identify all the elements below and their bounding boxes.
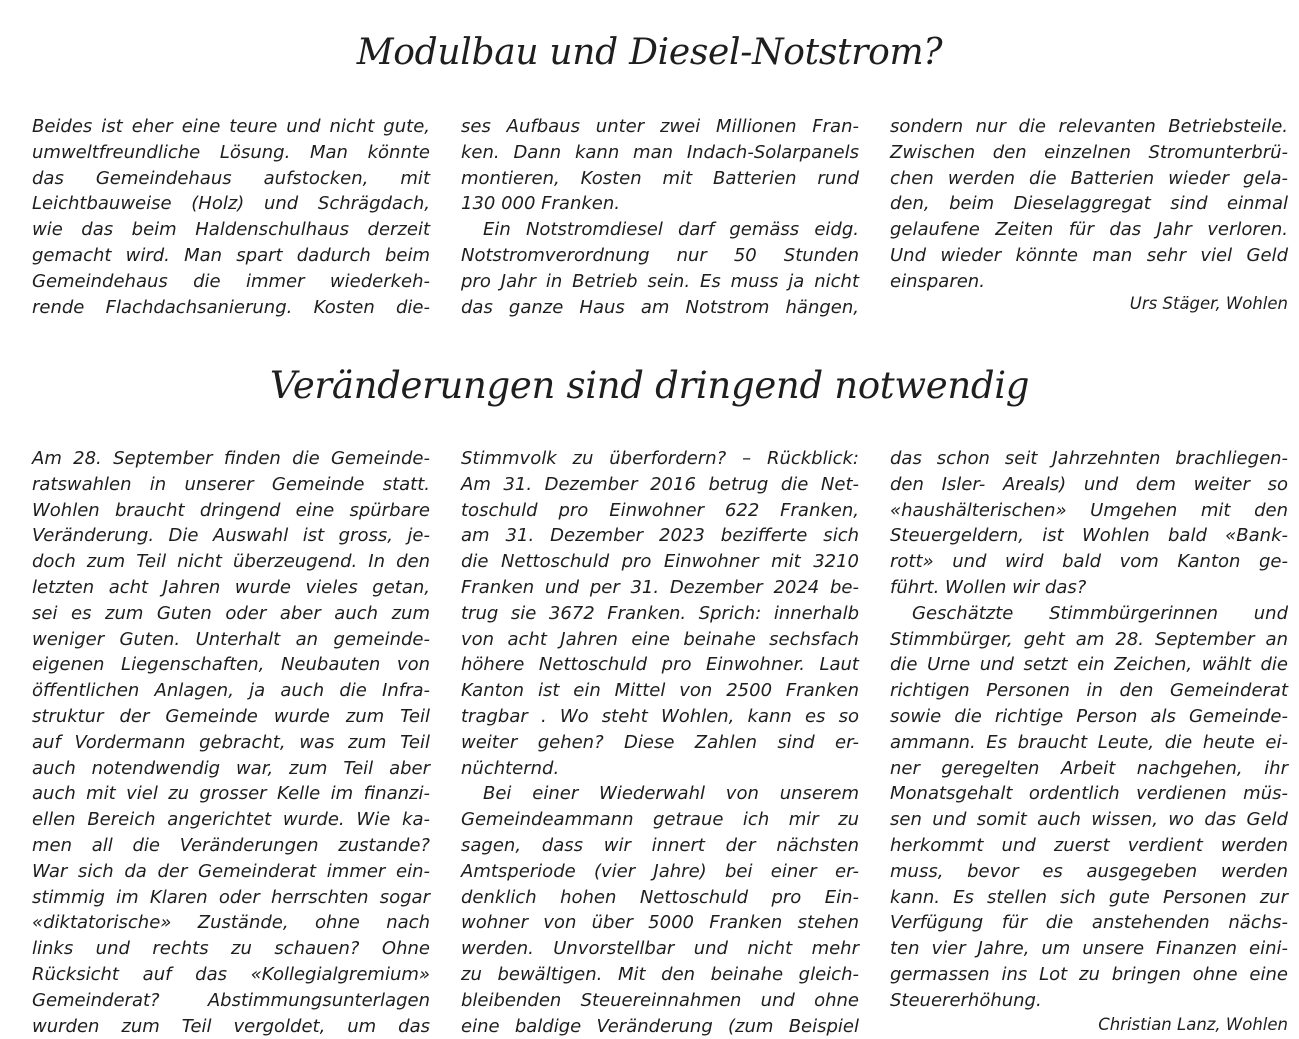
text-line: nüchternd.	[461, 757, 560, 779]
text-line: trug sie 3672 Franken. Sprich: innerhalb	[461, 602, 859, 624]
text-line: Monatsgehalt ordentlich verdienen müs-	[890, 783, 1288, 805]
text-line: führt. Wollen wir das?	[890, 576, 1087, 598]
text-line: Am 28. September finden die Gemeinde-	[32, 448, 430, 469]
text-line: Gemeindehaus die immer wiederkeh-	[32, 270, 430, 292]
text-line: «diktatorische» Zustände, ohne nach	[32, 912, 430, 934]
article-2-headline: Veränderungen sind dringend notwendig	[269, 364, 1030, 407]
text-line: ten vier Jahre, um unsere Finanzen eini-	[890, 938, 1288, 960]
text-line: das ganze Haus am Notstrom hängen,	[461, 296, 859, 318]
text-line: tragbar . Wo steht Wohlen, kann es so	[461, 705, 859, 727]
text-line: wohner von über 5000 Franken stehen	[461, 912, 859, 934]
text-line: Wohlen braucht dringend eine spürbare	[32, 499, 430, 521]
text-line: 130 000 Franken.	[461, 193, 620, 215]
text-line: höhere Nettoschuld pro Einwohner. Laut	[461, 654, 859, 676]
article-1-column-1	[32, 114, 430, 320]
text-line: Ein Notstromdiesel darf gemäss eidg.	[483, 219, 859, 241]
text-line: wie das beim Haldenschulhaus derzeit	[32, 219, 430, 241]
article-1-signature: Urs Stäger, Wohlen	[1129, 294, 1288, 313]
article-2-column-1	[32, 446, 430, 1039]
text-line: Bei einer Wiederwahl von unserem	[483, 783, 859, 805]
text-line: umweltfreundliche Lösung. Man könnte	[32, 141, 430, 163]
text-line: sen und somit auch wissen, wo das Geld	[890, 809, 1288, 831]
text-line: denklich hohen Nettoschuld pro Ein-	[461, 886, 859, 908]
text-line: Steuererhöhung.	[890, 989, 1042, 1011]
text-line: Stimmvolk zu überfordern? – Rückblick:	[461, 448, 859, 469]
text-line: toschuld pro Einwohner 622 Franken,	[461, 499, 859, 521]
text-line: Steuergeldern, ist Wohlen bald «Bank-	[890, 525, 1288, 547]
text-line: Franken und per 31. Dezember 2024 be-	[461, 576, 859, 598]
text-line: eine baldige Veränderung (zum Beispiel	[461, 1015, 859, 1037]
text-line: gemacht wird. Man spart dadurch beim	[32, 244, 430, 266]
text-line: auch notendwendig war, zum Teil aber	[32, 757, 430, 779]
text-line: struktur der Gemeinde wurde zum Teil	[32, 705, 430, 727]
text-line: Geschätzte Stimmbürgerinnen und	[912, 602, 1288, 624]
text-line: werden. Unvorstellbar und nicht mehr	[461, 938, 859, 960]
text-line: Zwischen den einzelnen Stromunterbrü-	[890, 141, 1288, 163]
text-line: sagen, dass wir innert der nächsten	[461, 834, 859, 856]
text-line: men all die Veränderungen zustande?	[32, 834, 430, 856]
text-line: Und wieder könnte man sehr viel Geld	[890, 244, 1288, 266]
text-line: herkommt und zuerst verdient werden	[890, 834, 1288, 856]
text-line: bleibenden Steuereinnahmen und ohne	[461, 989, 859, 1011]
text-line: den Isler- Areals) und dem weiter so	[890, 473, 1288, 495]
article-1-headline: Modulbau und Diesel-Notstrom?	[356, 32, 943, 73]
text-line: «haushälterischen» Umgehen mit den	[890, 499, 1288, 521]
text-line: sondern nur die relevanten Betriebsteile.	[890, 116, 1288, 137]
text-line: Kanton ist ein Mittel von 2500 Franken	[461, 680, 859, 702]
text-line: das schon seit Jahrzehnten brachliegen-	[890, 448, 1288, 469]
text-line: Stimmbürger, geht am 28. September an	[890, 628, 1288, 650]
text-line: kann. Es stellen sich gute Personen zur	[890, 886, 1288, 908]
text-line: stimmig im Klaren oder herrschten sogar	[32, 886, 430, 908]
text-line: chen werden die Batterien wieder gela-	[890, 167, 1288, 189]
text-line: wurden zum Teil vergoldet, um das	[32, 1015, 430, 1037]
text-line: weniger Guten. Unterhalt an gemeinde-	[32, 628, 430, 650]
text-line: von acht Jahren eine beinahe sechsfach	[461, 628, 859, 650]
text-line: letzten acht Jahren wurde vieles getan,	[32, 576, 430, 598]
text-line: War sich da der Gemeinderat immer ein-	[32, 860, 430, 882]
text-line: weiter gehen? Diese Zahlen sind er-	[461, 731, 859, 753]
text-line: links und rechts zu schauen? Ohne	[32, 938, 430, 960]
article-2-column-2	[461, 446, 859, 1039]
text-line: rende Flachdachsanierung. Kosten die-	[32, 296, 430, 318]
text-line: Beides ist eher eine teure und nicht gute,	[32, 116, 430, 137]
text-line: ner geregelten Arbeit nachgehen, ihr	[890, 757, 1288, 779]
text-line: sei es zum Guten oder aber auch zum	[32, 602, 430, 624]
text-line: Notstromverordnung nur 50 Stunden	[461, 244, 859, 266]
article-1-column-2	[461, 114, 859, 320]
article-2-signature: Christian Lanz, Wohlen	[1098, 1015, 1288, 1034]
text-line: öffentlichen Anlagen, ja auch die Infra-	[32, 680, 430, 702]
text-line: einsparen.	[890, 270, 985, 292]
text-line: ken. Dann kann man Indach-Solarpanels	[461, 141, 859, 163]
text-line: den, beim Dieselaggregat sind einmal	[890, 193, 1288, 215]
text-line: Verfügung für die anstehenden nächs-	[890, 912, 1288, 934]
text-line: richtigen Personen in den Gemeinderat	[890, 680, 1288, 702]
text-line: Leichtbauweise (Holz) und Schrägdach,	[32, 193, 430, 215]
text-line: eigenen Liegenschaften, Neubauten von	[32, 654, 430, 676]
article-2-column-3	[890, 446, 1288, 1014]
text-line: doch zum Teil nicht überzeugend. In den	[32, 551, 430, 573]
text-line: ammann. Es braucht Leute, die heute ei-	[890, 731, 1288, 753]
text-line: pro Jahr in Betrieb sein. Es muss ja nicht	[461, 270, 859, 292]
text-line: am 31. Dezember 2023 bezifferte sich	[461, 525, 859, 547]
text-line: montieren, Kosten mit Batterien rund	[461, 167, 859, 189]
text-line: ellen Bereich angerichtet wurde. Wie ka-	[32, 809, 430, 831]
text-line: sowie die richtige Person als Gemeinde-	[890, 705, 1288, 727]
text-line: Veränderung. Die Auswahl ist gross, je-	[32, 525, 430, 547]
text-line: das Gemeindehaus aufstocken, mit	[32, 167, 430, 189]
text-line: auf Vordermann gebracht, was zum Teil	[32, 731, 430, 753]
text-line: rott» und wird bald vom Kanton ge-	[890, 551, 1288, 573]
text-line: Gemeindeammann getraue ich mir zu	[461, 809, 859, 831]
text-line: ses Aufbaus unter zwei Millionen Fran-	[461, 116, 859, 137]
text-line: Rücksicht auf das «Kollegialgremium»	[32, 963, 430, 985]
text-line: Gemeinderat? Abstimmungsunterlagen	[32, 989, 430, 1011]
text-line: zu bewältigen. Mit den beinahe gleich-	[461, 963, 859, 985]
text-line: ratswahlen in unserer Gemeinde statt.	[32, 473, 430, 495]
text-line: muss, bevor es ausgegeben werden	[890, 860, 1288, 882]
text-line: die Urne und setzt ein Zeichen, wählt die	[890, 654, 1288, 676]
text-line: auch mit viel zu grosser Kelle im finanzi-	[32, 783, 430, 805]
text-line: Amtsperiode (vier Jahre) bei einer er-	[461, 860, 859, 882]
article-1-column-3	[890, 114, 1288, 295]
text-line: die Nettoschuld pro Einwohner mit 3210	[461, 551, 859, 573]
text-line: Am 31. Dezember 2016 betrug die Net-	[461, 473, 859, 495]
text-line: gelaufene Zeiten für das Jahr verloren.	[890, 219, 1288, 241]
text-line: germassen ins Lot zu bringen ohne eine	[890, 963, 1288, 985]
